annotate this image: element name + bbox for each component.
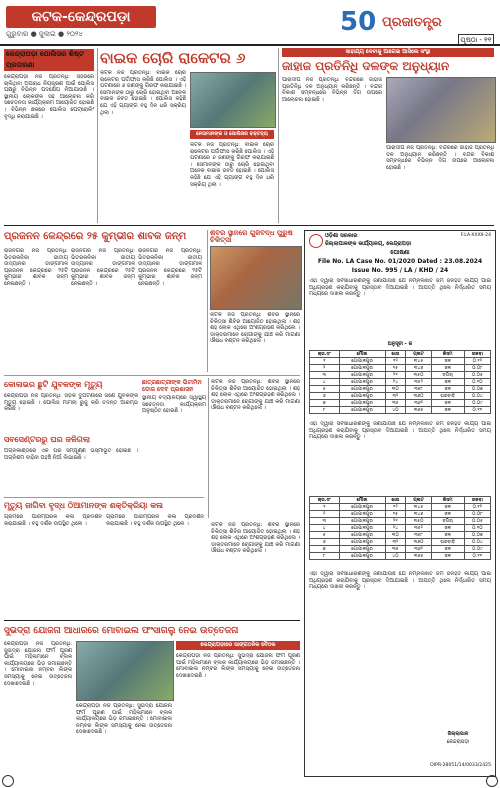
left-top-body: କେନ୍ଦ୍ରାପଡ଼ା ନିଜ ପ୍ରତିନିଧି: ସହରରେ ଚାଲିଥିବା ଅପରାଧ ନିୟନ୍ତ୍ରଣ ପାଇଁ ପୋଲିସ ପକ୍ଷରୁ ବିଭିନ୍ନ ପଦକ୍ଷେପ ନିଆଯାଉଛି । ସ୍ଥାନୀୟ ଲୋକଙ୍କ ସହ ଆଲୋଚନା କରି ସଚେତନତା କାର୍ଯ୍ୟକ୍ରମ ଆୟୋଜିତ ହୋଇଛି । ବିଭିନ୍ନ ଛକରେ ପୋଲିସ ପେଟ୍ରୋଲିଂ ବୃଦ୍ଧି କରାଯାଇଛି । (4, 74, 94, 120)
mid-left-headline: ପ୍ରଜନନ କେନ୍ଦ୍ରରେ ୨୫ କୁମ୍ଭୀର ଶାବକ ଜନ୍ମ (4, 231, 187, 242)
notice-table-cell: ୫ (310, 532, 340, 539)
notice-table-cell: ୩୨ (385, 393, 406, 400)
notice-table-2 (309, 496, 491, 560)
notice-body-2: ଏହା ଦ୍ୱାରା ସର୍ବସାଧାରଣଙ୍କୁ ଜଣାଯାଉଛି ଯେ ନିମ୍ନଲିଖିତ ଜମି ଜନହିତ କାର୍ଯ୍ୟ ପାଇଁ ଅଧିଗ୍ରହଣ କରାଯିବାକୁ ପ୍ରସ୍ତାବ ଦିଆଯାଇଛି । ଆପତ୍ତି ଥିଲେ ନିର୍ଦ୍ଧାରିତ ସମୟ ମଧ୍ୟରେ ଦାଖଲ କରନ୍ତୁ । (309, 421, 491, 441)
notice-table-cell: ୩୪୬ (406, 511, 431, 518)
left-mid4-body-col1: ଗ୍ରାମରେ ପାରମ୍ପରିକ କଳା ପ୍ରଦର୍ଶନ କରାଯାଇଛି । ବହୁ ଦର୍ଶକ ଉପସ୍ଥିତ ଥିଲେ । (4, 514, 102, 527)
notice-table-cell: ୩୬୫ (406, 553, 431, 560)
notice-table-cell: ୦.୧୨ (464, 358, 490, 365)
notice-table-cell: ୦.୦୮ (464, 365, 490, 372)
notice-table-cell: ଜଳ (431, 525, 464, 532)
notice-table-header: ପ୍ଲଟ (406, 497, 431, 504)
notice-table-row (310, 365, 491, 372)
notice-table-cell: ୦.୧୨ (464, 504, 490, 511)
right-top-headline: ଜାହାଜ ପ୍ରତିନିଧି ଦଳଙ୍କ ଅନୁଧ୍ୟାନ (282, 59, 450, 73)
notice-table-cell: ୭ (310, 400, 340, 407)
notice-table-header: ପ୍ଲଟ (406, 351, 431, 358)
notice-table-row (310, 400, 491, 407)
left-mid2-body: କେନ୍ଦ୍ରାପଡ଼ା ନିଜ ପ୍ରତିନିଧି: ସଡ଼କ ଦୁର୍ଘଟଣାରେ ଜଣେ ଯୁବକଙ୍କ ମୃତ୍ୟୁ ହୋଇଛି । ପୋଲିସ ମାମଲା ରୁଜୁ କରି ତଦନ୍ତ ଆରମ୍ଭ କରିଛି । (4, 393, 138, 413)
notice-table-cell: ୧୫ (385, 511, 406, 518)
notice-table-header: କ୍ର.ସଂ (310, 351, 340, 358)
notice-table-cell: ବଗିଚା (431, 518, 464, 525)
bottom-headline: ସୁଭଦ୍ରା ଯୋଜନା ଆଧାରରେ ମୋବାଇଲ ଫଂସାଗଲୁ ନେଇ ଉତ୍ତେଜନା (4, 626, 239, 636)
bottom-sub-headline: କେନ୍ଦ୍ରାପଡ଼ାରେ ସାଙ୍ଗଠନିକ ବୈଠକ (176, 641, 300, 650)
notice-table-cell: ୨୪ (385, 379, 406, 386)
notice-table-cell: ଗୋପାଳପୁର (339, 511, 385, 518)
notice-table-cell: ଘରବାଡ଼ି (431, 393, 464, 400)
right-top-kicker: ସାହାଯ୍ୟ ଦେବାକୁ ଆଗେଇ ଆସିଲେ ସଂସ୍ଥା (282, 48, 494, 57)
notice-table-cell: ୦.୦୫ (464, 518, 490, 525)
bottom-photo (76, 641, 174, 701)
notice-table-cell: ୩୬୨ (406, 546, 431, 553)
notice-table-cell: ୦.୦୯ (464, 400, 490, 407)
notice-table-header: ମୌଜା (339, 351, 385, 358)
column-divider (278, 48, 279, 223)
lead-headline: ବାଇକ ଚୋରି ରାକେଟର ୬ (100, 49, 246, 67)
notice-table-cell: ୦.୦୯ (464, 546, 490, 553)
column-divider (207, 230, 208, 372)
notice-table-cell: ୭ (310, 546, 340, 553)
notice-table-cell: ୩ (310, 372, 340, 379)
notice-table-cell: ଗୋପାଳପୁର (339, 365, 385, 372)
notice-signature-title: ଜିଲ୍ଲାପାଳ (447, 731, 469, 737)
notice-table-cell: ଗୋପାଳପୁର (339, 539, 385, 546)
notice-table-cell: ୩୫୨ (406, 525, 431, 532)
notice-table-cell: ୧୫ (385, 365, 406, 372)
notice-table-header: କିସମ (431, 497, 464, 504)
notice-body: ଏହା ଦ୍ୱାରା ସର୍ବସାଧାରଣଙ୍କୁ ଜଣାଯାଉଛି ଯେ ନିମ୍ନଲିଖିତ ଜମି ଜନହିତ କାର୍ଯ୍ୟ ପାଇଁ ଅଧିଗ୍ରହଣ କରାଯିବାକୁ ପ୍ରସ୍ତାବ ଦିଆଯାଇଛି । ଆପତ୍ତି ଥିଲେ ନିର୍ଦ୍ଧାରିତ ସମୟ ମଧ୍ୟରେ ଦାଖଲ କରନ୍ତୁ । (309, 278, 491, 298)
notice-table-cell: ୦.୦୫ (464, 372, 490, 379)
notice-table-cell: ଗୋପାଳପୁର (339, 553, 385, 560)
notice-table-cell: ୦.୦୭ (464, 532, 490, 539)
notice-table-cell: ଘରବାଡ଼ି (431, 539, 464, 546)
notice-table-cell: ୨ (310, 365, 340, 372)
lead-body-col2: କଟକ ନିଜ ପ୍ରତିନିଧି: ବାଇକ ଚୋରି ରାକେଟର ପର୍ଦ୍ଦାଫାସ କରିଛି ପୋଲିସ । ଏହି ଘଟଣାରେ ୬ ଜଣଙ୍କୁ ଗିରଫ କରାଯାଇଛି । ସେମାନଙ୍କ ଠାରୁ ଚୋରି ହୋଇଥିବା ଅନେକ ବାଇକ ଜବତ ହୋଇଛି । ପୋଲିସ କହିଛି ଯେ ଏହି ଗ୍ୟାଙ୍ଗ ବହୁ ଦିନ ଧରି ସକ୍ରିୟ ଥିଲା । (190, 142, 274, 188)
notice-table-cell: ୦.୧୦ (464, 525, 490, 532)
anniversary-number: 50 (340, 7, 377, 36)
notice-table-cell: ୩୫୨ (406, 379, 431, 386)
section-title: କଟକ-କେନ୍ଦ୍ରପଡ଼ା (6, 6, 156, 28)
notice-table-row (310, 379, 491, 386)
notice-ref-code: F.LA-XXXII-24 (460, 233, 491, 238)
notice-table-cell: ଜଳ (431, 546, 464, 553)
notice-table-header: କିସମ (431, 351, 464, 358)
left-mid4-headline: ମୃତ୍ୟୁ ଜାଗିବା ବୃଦ୍ଧ ଠିଆମାନଙ୍କ ଶକ୍ତିକ୍ରିୟା କଳା (4, 501, 163, 510)
notice-table-cell: ଗୋପାଳପୁର (339, 379, 385, 386)
paper-name: ପ୍ରଜାତନ୍ତ୍ର (382, 15, 442, 30)
notice-table-row (310, 386, 491, 393)
lead-body-col1: କଟକ ନିଜ ପ୍ରତିନିଧି: ବାଇକ ଚୋରି ରାକେଟର ପର୍ଦ୍ଦାଫାସ କରିଛି ପୋଲିସ । ଏହି ଘଟଣାରେ ୬ ଜଣଙ୍କୁ ଗିରଫ କରାଯାଇଛି । ସେମାନଙ୍କ ଠାରୁ ଚୋରି ହୋଇଥିବା ଅନେକ ବାଇକ ଜବତ ହୋଇଛି । ପୋଲିସ କହିଛି ଯେ ଏହି ଗ୍ୟାଙ୍ଗ ବହୁ ଦିନ ଧରି ସକ୍ରିୟ ଥିଲା । (100, 70, 186, 116)
notice-table-cell: ୪୦ (385, 553, 406, 560)
notice-table-row (310, 546, 491, 553)
notice-table-cell: ୨୪ (385, 525, 406, 532)
notice-table-cell: ୩୦ (385, 532, 406, 539)
lead-photo (190, 72, 276, 128)
column-divider (208, 378, 209, 518)
public-notice (304, 230, 496, 777)
mid-center-body-3: କଟକ ନିଜ ପ୍ରତିନିଧି: ଶିବିର ସ୍ଥାନରେ ଚିକିତ୍ସା ଶିବିର ଆୟୋଜିତ ହୋଇଥିଲା । ଶହ ଶହ ଲୋକ ଏଥିରେ ଅଂଶଗ୍ରହଣ କରିଥିଲେ । ଡାକ୍ତରମାନେ ରୋଗୀଙ୍କୁ ଯାଞ୍ଚ କରି ମାଗଣା ଔଷଧ ବଣ୍ଟନ କରିଥିଲେ । (211, 522, 300, 555)
notice-label: ଘୋଷଣା (390, 249, 410, 256)
right-top-photo (386, 77, 496, 143)
notice-table-cell: ୪୦ (385, 407, 406, 414)
left-mid2-headline: କୋଳାଭର ଛୁଟି ଯୁବକଙ୍କ ମୃତ୍ୟୁ (4, 380, 103, 389)
notice-table-cell: ୩୫୮ (406, 532, 431, 539)
notice-table-cell: ଜଳ (431, 400, 464, 407)
notice-table-cell: ଗୋପାଳପୁର (339, 372, 385, 379)
notice-table-cell: ଜଳ (431, 532, 464, 539)
bottom-body-col3: କେନ୍ଦ୍ରାପଡ଼ା ନିଜ ପ୍ରତିନିଧି: ସୁଭଦ୍ରା ଯୋଜନା ଫର୍ମ ପୂରଣ ପାଇଁ ମହିଳାମାନେ ବ୍ଲକ କାର୍ଯ୍ୟାଳୟରେ ଭିଡ଼ ଜମାଇଛନ୍ତି । ମୋବାଇଲ ନମ୍ବର ଲିଙ୍କ ସମସ୍ୟାକୁ ନେଇ ଉତ୍ତେଜନା ଦେଖାଦେଇଛି । (176, 653, 300, 679)
center-story-headline: ଛାତ୍ରଛାତ୍ରୀଙ୍କ ଭିଟାମିନ ଡୋଜ ଦେବ ପ୍ରଶାସନ (142, 379, 202, 393)
notice-table-cell: ୨ (310, 511, 340, 518)
notice-signature-place: କେନ୍ଦ୍ରାପଡ଼ା (446, 739, 470, 745)
notice-table-cell: ୨୧ (385, 518, 406, 525)
notice-table-cell: ଜଳ (431, 504, 464, 511)
page-number: ପୃଷ୍ଠା - ୧୧ (458, 34, 494, 46)
left-mid3-headline: ସବସେଣ୍ଟରରୁ ଘର ଜଳିଗଲା (4, 435, 91, 444)
notice-table-cell: ୧୨ (385, 504, 406, 511)
notice-table-row (310, 518, 491, 525)
notice-table-cell: ୩୫୦ (406, 372, 431, 379)
notice-table-cell: ୦.୧୧ (464, 407, 490, 414)
notice-table-cell: ୨୧ (385, 372, 406, 379)
notice-table-cell: ବଗିଚା (431, 372, 464, 379)
notice-table-cell: ୩୪୫ (406, 504, 431, 511)
notice-table-row (310, 504, 491, 511)
notice-table-cell: ୩୫ (385, 546, 406, 553)
notice-table-row (310, 372, 491, 379)
column-divider (97, 48, 98, 223)
center-story-body: ସ୍ଥାନୀୟ ବିଦ୍ୟାଳୟରେ ସ୍ୱାସ୍ଥ୍ୟ ସଚେତନତା କାର୍ଯ୍ୟକ୍ରମ ଅନୁଷ୍ଠିତ ହୋଇଛି । (142, 395, 206, 415)
notice-footer-code: OIPR-28051/14/0033/2425 (430, 763, 491, 768)
notice-table-cell: ଜଳ (431, 386, 464, 393)
notice-table-cell: ୩୬୦ (406, 539, 431, 546)
notice-table-cell: ଜଳ (431, 365, 464, 372)
notice-table-cell: ଗୋପାଳପୁର (339, 504, 385, 511)
notice-table-cell: ଗୋପାଳପୁର (339, 525, 385, 532)
notice-table-cell: ୪ (310, 525, 340, 532)
masthead (0, 0, 500, 44)
notice-table-cell: ୦.୦୪ (464, 539, 490, 546)
notice-table-row (310, 358, 491, 365)
notice-table-cell: ୪ (310, 379, 340, 386)
notice-table-cell: ୦.୦୪ (464, 393, 490, 400)
notice-table-cell: ୦.୦୮ (464, 511, 490, 518)
notice-issuer-2: ଜିଲ୍ଲାପାଳଙ୍କ କାର୍ଯ୍ୟାଳୟ, କେନ୍ଦ୍ରାପଡ଼ା (325, 241, 412, 247)
lead-sub-bar: ନେତାମାନଙ୍କ ଓ ପୋଲିସର ବକ୍ତବ୍ୟ (190, 130, 274, 139)
notice-table (309, 350, 491, 414)
notice-table-header: ରକବା (464, 497, 490, 504)
notice-table-cell: ଜଳ (431, 407, 464, 414)
registration-mark-icon (2, 775, 14, 787)
right-top-body-col1: ପାରାଦୀପ ନିଜ ପ୍ରତିନିଧି: ବନ୍ଦରରେ ଜାହାଜ ପ୍ରତିନିଧି ଦଳ ଅନୁଧ୍ୟାନ କରିଛନ୍ତି । ବନ୍ଦର ବିକାଶ ସମ୍ବନ୍ଧରେ ବିଭିନ୍ନ ଦିଗ ଉପରେ ଆଲୋଚନା ହୋଇଛି । (282, 77, 382, 103)
notice-table-cell: ୧ (310, 504, 340, 511)
notice-table-row (310, 511, 491, 518)
notice-table-cell: ୩୫ (385, 400, 406, 407)
notice-table-cell: ୫ (310, 386, 340, 393)
notice-table-cell: ୩୬୫ (406, 407, 431, 414)
notice-table-cell: ୩୦ (385, 386, 406, 393)
bottom-body-col2: କେନ୍ଦ୍ରାପଡ଼ା ନିଜ ପ୍ରତିନିଧି: ସୁଭଦ୍ରା ଯୋଜନା ଫର୍ମ ପୂରଣ ପାଇଁ ମହିଳାମାନେ ବ୍ଲକ କାର୍ଯ୍ୟାଳୟରେ ଭିଡ଼ ଜମାଇଛନ୍ତି । ମୋବାଇଲ ନମ୍ବର ଲିଙ୍କ ସମସ୍ୟାକୁ ନେଇ ଉତ୍ତେଜନା ଦେଖାଦେଇଛି । (76, 703, 172, 736)
section-rule (4, 620, 300, 621)
notice-table-row (310, 532, 491, 539)
masthead-rule (0, 44, 500, 46)
notice-table-row (310, 393, 491, 400)
notice-table-cell: ଗୋପାଳପୁର (339, 532, 385, 539)
notice-table-row (310, 539, 491, 546)
notice-table-cell: ୬ (310, 539, 340, 546)
notice-table-title: ଅନୁସୂଚୀ - କ (387, 341, 413, 347)
section-rule (4, 375, 300, 376)
notice-body-3: ଏହା ଦ୍ୱାରା ସର୍ବସାଧାରଣଙ୍କୁ ଜଣାଯାଉଛି ଯେ ନିମ୍ନଲିଖିତ ଜମି ଜନହିତ କାର୍ଯ୍ୟ ପାଇଁ ଅଧିଗ୍ରହଣ କରାଯିବାକୁ ପ୍ରସ୍ତାବ ଦିଆଯାଇଛି । ଆପତ୍ତି ଥିଲେ ନିର୍ଦ୍ଧାରିତ ସମୟ ମଧ୍ୟରେ ଦାଖଲ କରନ୍ତୁ । (309, 571, 491, 591)
notice-table-header: ଖାତା (385, 497, 406, 504)
notice-file-no: File No. LA Case No. 01/2020 Dated : 23.08.2024 (317, 258, 483, 265)
section-rule (4, 225, 494, 226)
notice-table-cell: ଗୋପାଳପୁର (339, 518, 385, 525)
notice-table-cell: ୩୪୬ (406, 365, 431, 372)
notice-table-cell: ଜଳ (431, 358, 464, 365)
left-top-headline: କେନ୍ଦ୍ରାପଡ଼ା ପୋଲିସର ଶିଷ୍ଟ ପ୍ରତାରଣା (4, 49, 94, 71)
notice-table-cell: ଜଳ (431, 379, 464, 386)
mid-center-body: କଟକ ନିଜ ପ୍ରତିନିଧି: ଶିବିର ସ୍ଥାନରେ ଚିକିତ୍ସା ଶିବିର ଆୟୋଜିତ ହୋଇଥିଲା । ଶହ ଶହ ଲୋକ ଏଥିରେ ଅଂଶଗ୍ରହଣ କରିଥିଲେ । ଡାକ୍ତରମାନେ ରୋଗୀଙ୍କୁ ଯାଞ୍ଚ କରି ମାଗଣା ଔଷଧ ବଣ୍ଟନ କରିଥିଲେ । (210, 312, 300, 345)
notice-table-header: ରକବା (464, 351, 490, 358)
registration-mark-icon (486, 775, 498, 787)
notice-table-header: ଖାତା (385, 351, 406, 358)
notice-table-cell: ୩୫୦ (406, 518, 431, 525)
notice-table-cell: ୬ (310, 393, 340, 400)
notice-table-cell: ଗୋପାଳପୁର (339, 400, 385, 407)
notice-table-cell: ୩ (310, 518, 340, 525)
mid-center-body-2: କଟକ ନିଜ ପ୍ରତିନିଧି: ଶିବିର ସ୍ଥାନରେ ଚିକିତ୍ସା ଶିବିର ଆୟୋଜିତ ହୋଇଥିଲା । ଶହ ଶହ ଲୋକ ଏଥିରେ ଅଂଶଗ୍ରହଣ କରିଥିଲେ । ଡାକ୍ତରମାନେ ରୋଗୀଙ୍କୁ ଯାଞ୍ଚ କରି ମାଗଣା ଔଷଧ ବଣ୍ଟନ କରିଥିଲେ । (211, 379, 300, 412)
mid-left-body-col3: ରାଜନଗର ନିଜ ପ୍ରତିନିଧି: ଭିତରକନିକା ଜାତୀୟ ଉଦ୍ୟାନର ଡାଙ୍ଗମାଳ ପ୍ରଜନନ କେନ୍ଦ୍ରରେ ୨୫ଟି କୁମ୍ଭୀର ଶାବକ ଜନ୍ମ ନେଇଛନ୍ତି । (138, 248, 202, 287)
notice-table-header: ମୌଜା (339, 497, 385, 504)
notice-table-row (310, 525, 491, 532)
notice-table-cell: ୩୬୨ (406, 400, 431, 407)
mid-left-body-col1: ରାଜନଗର ନିଜ ପ୍ରତିନିଧି: ଭିତରକନିକା ଜାତୀୟ ଉଦ୍ୟାନର ଡାଙ୍ଗମାଳ ପ୍ରଜନନ କେନ୍ଦ୍ରରେ ୨୫ଟି କୁମ୍ଭୀର ଶାବକ ଜନ୍ମ ନେଇଛନ୍ତି । (4, 248, 68, 287)
notice-table-cell: ଗୋପାଳପୁର (339, 407, 385, 414)
notice-table-cell: ଗୋପାଳପୁର (339, 546, 385, 553)
notice-table-cell: ୦.୦୭ (464, 386, 490, 393)
newspaper-logo (338, 4, 458, 36)
notice-table-cell: ୧୨ (385, 358, 406, 365)
dateline: ଗୁରୁବାର ● ଜୁଲାଇ ● ୨୦୨୪ (6, 30, 83, 38)
mid-left-body-col2: ରାଜନଗର ନିଜ ପ୍ରତିନିଧି: ଭିତରକନିକା ଜାତୀୟ ଉଦ୍ୟାନର ଡାଙ୍ଗମାଳ ପ୍ରଜନନ କେନ୍ଦ୍ରରେ ୨୫ଟି କୁମ୍ଭୀର ଶାବକ ଜନ୍ମ ନେଇଛନ୍ତି । (71, 248, 135, 287)
notice-table-row (310, 407, 491, 414)
left-mid3-body: ଅଗ୍ନିକାଣ୍ଡରେ ଏକ ଘର ସମ୍ପୂର୍ଣ୍ଣ ଭସ୍ମୀଭୂତ ହୋଇଛି । ଅଗ୍ନିଶମ ବାହିନୀ ପହଞ୍ଚି ନିଆଁ ଲିଭାଇଛି । (4, 448, 138, 461)
emblem-icon (309, 234, 323, 248)
notice-table-cell: ଜଳ (431, 553, 464, 560)
left-mid4-body-col2: ଗ୍ରାମରେ ପାରମ୍ପରିକ କଳା ପ୍ରଦର୍ଶନ କରାଯାଇଛି । ବହୁ ଦର୍ଶକ ଉପସ୍ଥିତ ଥିଲେ । (106, 514, 204, 527)
bottom-body-col1: କେନ୍ଦ୍ରାପଡ଼ା ନିଜ ପ୍ରତିନିଧି: ସୁଭଦ୍ରା ଯୋଜନା ଫର୍ମ ପୂରଣ ପାଇଁ ମହିଳାମାନେ ବ୍ଲକ କାର୍ଯ୍ୟାଳୟରେ ଭିଡ଼ ଜମାଇଛନ୍ତି । ମୋବାଇଲ ନମ୍ବର ଲିଙ୍କ ସମସ୍ୟାକୁ ନେଇ ଉତ୍ତେଜନା ଦେଖାଦେଇଛି । (4, 641, 72, 687)
notice-table-cell: ଜଳ (431, 511, 464, 518)
notice-table-cell: ୮ (310, 407, 340, 414)
notice-table-cell: ୩୫୮ (406, 386, 431, 393)
notice-table-header: କ୍ର.ସଂ (310, 497, 340, 504)
notice-table-row (310, 553, 491, 560)
notice-table-cell: ୮ (310, 553, 340, 560)
notice-table-cell: ୩୬୦ (406, 393, 431, 400)
notice-table-cell: ୩୪୫ (406, 358, 431, 365)
notice-table-cell: ୩୨ (385, 539, 406, 546)
notice-issue-no: Issue No. 995 / LA / KHD / 24 (351, 267, 449, 274)
notice-table-cell: ୦.୧୧ (464, 553, 490, 560)
notice-table-cell: ଗୋପାଳପୁର (339, 386, 385, 393)
notice-table-cell: ୦.୧୦ (464, 379, 490, 386)
notice-table-cell: ୧ (310, 358, 340, 365)
notice-table-cell: ଗୋପାଳପୁର (339, 393, 385, 400)
notice-table-cell: ଗୋପାଳପୁର (339, 358, 385, 365)
notice-issuer-1: ଓଡ଼ିଶା ସରକାର (325, 233, 358, 239)
section-rule (4, 497, 204, 498)
right-top-body-col2: ପାରାଦୀପ ନିଜ ପ୍ରତିନିଧି: ବନ୍ଦରରେ ଜାହାଜ ପ୍ରତିନିଧି ଦଳ ଅନୁଧ୍ୟାନ କରିଛନ୍ତି । ବନ୍ଦର ବିକାଶ ସମ୍ବନ୍ଧରେ ବିଭିନ୍ନ ଦିଗ ଉପରେ ଆଲୋଚନା ହୋଇଛି । (386, 145, 494, 171)
mid-center-photo (210, 246, 302, 310)
mid-center-headline: ଶିବିର ସ୍ଥାନରେ ଗୁଳିବିଦ୍ଧ ପୁରୁଷ ଚିକିତ୍ସା (210, 230, 293, 244)
